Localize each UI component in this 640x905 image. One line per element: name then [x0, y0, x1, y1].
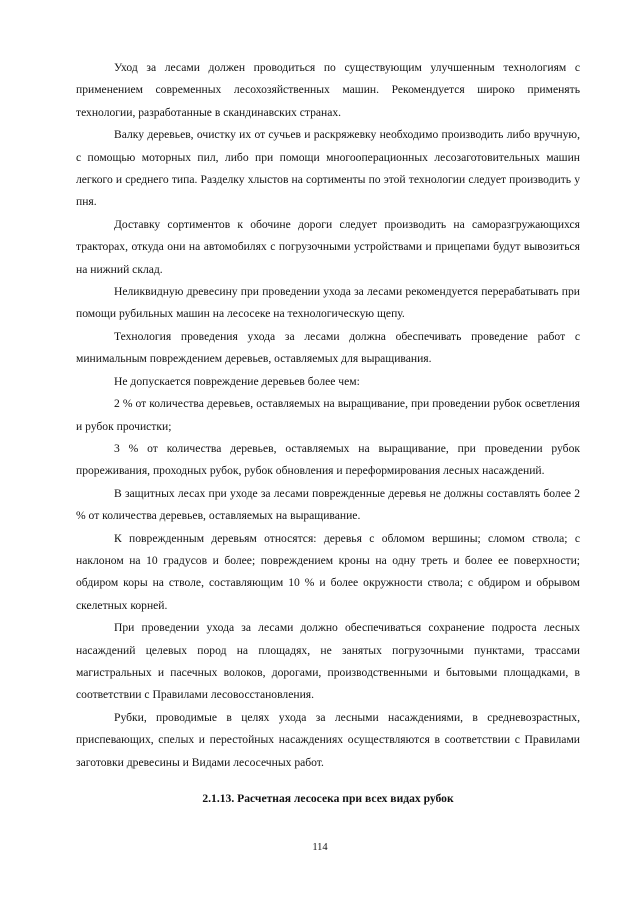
paragraph-protective-forests: В защитных лесах при уходе за лесами поврежденные деревья не должны составлять более 2 % от количества деревьев, оставляемых на выращивание. [76, 486, 580, 523]
paragraph-minimal-damage: Технология проведения ухода за лесами должна обеспечивать проведение работ с минимальным повреждением деревьев, оставляемых для выращивания. [76, 329, 580, 366]
paragraph-mature-stands: Рубки, проводимые в целях ухода за лесными насаждениями, в средневозрастных, приспевающих, спелых и перестойных насаждениях осуществляются в соответствии с Правилами заготовки древесины и Видами лесосечных работ. [76, 710, 580, 769]
paragraph-forest-care-technology: Уход за лесами должен проводиться по существующим улучшенным технологиям с применением современных лесохозяйственных машин. Рекомендуется широко применять технологии, разработанные в скандинавских странах. [76, 61, 580, 119]
paragraph-undergrowth-preservation: При проведении ухода за лесами должно обеспечиваться сохранение подроста лесных насаждений целевых пород на площадях, не занятых погрузочными пунктами, трассами магистральных и пасечных волоков, дорогами, производственными и бытовыми площадками, в соответствии с Правилами лесовосстановления. [76, 621, 580, 702]
paragraph-damage-limit-3-percent: 3 % от количества деревьев, оставляемых на выращивание, при проведении рубок прореживания, проходных рубок, рубок обновления и переформирования лесных насаждений. [76, 441, 580, 478]
paragraph-assortment-delivery: Доставку сортиментов к обочине дороги следует производить на саморазгружающихся тракторах, откуда они на автомобилях с погрузочными устройствами и прицепами будут вывозиться на нижний склад. [76, 217, 580, 276]
paragraph-illiquid-wood: Неликвидную древесину при проведении ухода за лесами рекомендуется перерабатывать при помощи рубильных машин на лесосеке на технологическую щепу. [76, 285, 580, 321]
page-number: 114 [312, 842, 328, 853]
paragraph-felling-methods: Валку деревьев, очистку их от сучьев и раскряжевку необходимо производить либо вручную, с помощью моторных пил, либо при помощи многооперационных лесозаготовительных машин легкого и среднего типа. Разделку хлыстов на сортименты по этой технологии следует производить у пня. [76, 128, 580, 209]
document-page [76, 57, 580, 810]
section-heading: 2.1.13. Расчетная лесосека при всех видах рубок [202, 792, 454, 805]
paragraph-damage-limit-intro: Не допускается повреждение деревьев более чем: [114, 374, 360, 388]
paragraph-damage-limit-2-percent: 2 % от количества деревьев, оставляемых на выращивание, при проведении рубок осветления и рубок прочистки; [76, 397, 580, 433]
paragraph-damaged-trees-definition: К поврежденным деревьям относятся: деревья с обломом вершины; сломом ствола; с наклоном на 10 градусов и более; повреждением кроны на одну треть и более ее поверхности; обдиром коры на стволе, составляющим 10 % и более окружности ствола; с обдиром и обрывом скелетных корней. [76, 531, 580, 612]
